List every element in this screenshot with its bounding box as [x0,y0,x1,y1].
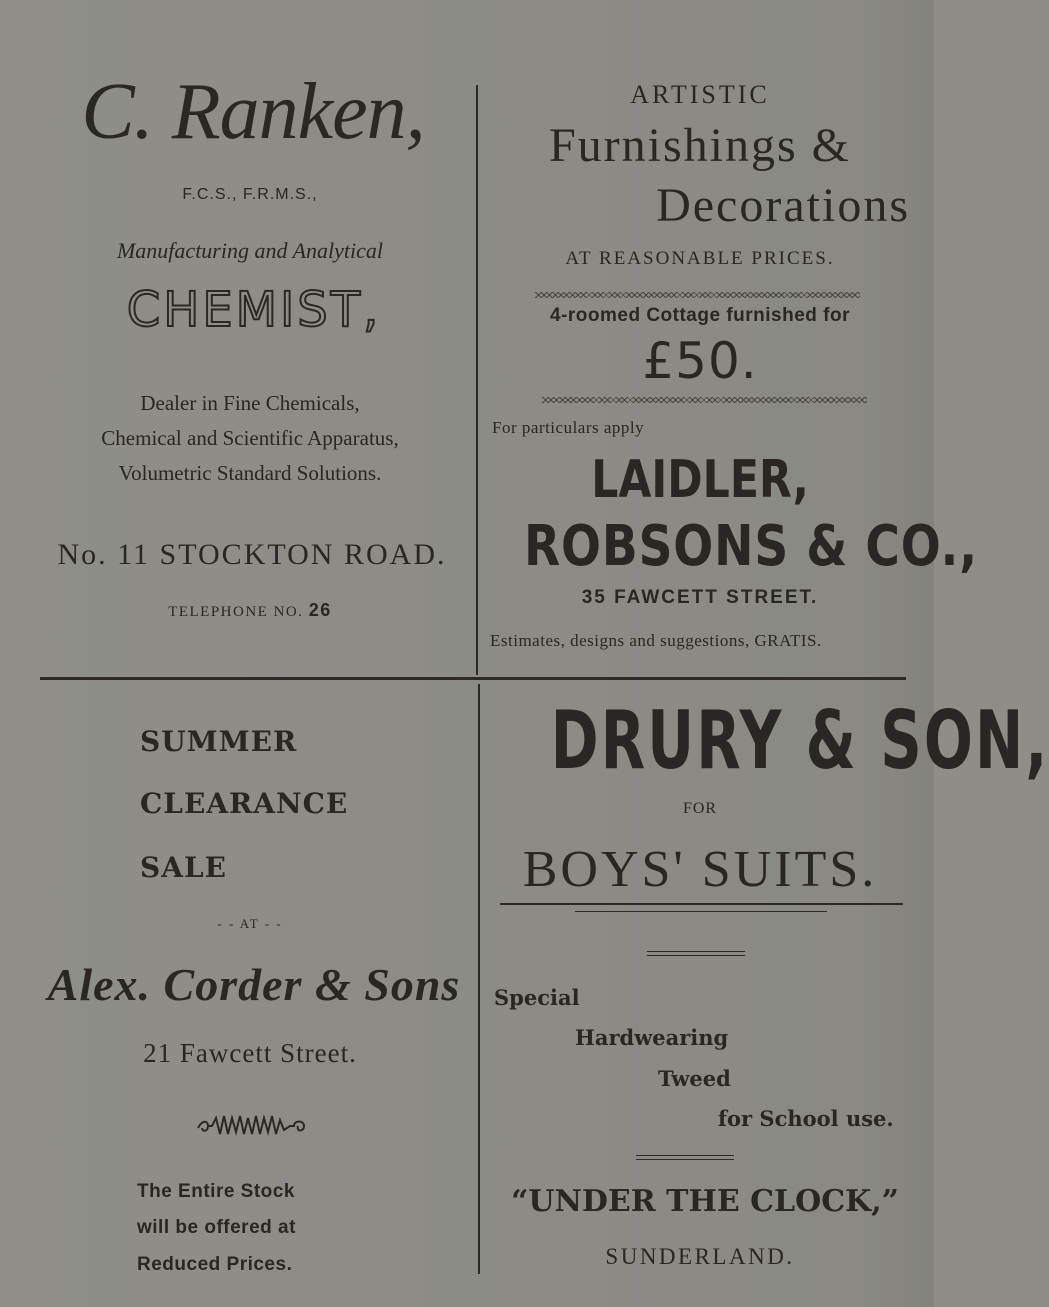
telephone-label: TELEPHONE NO. [168,604,304,620]
sale-line: SUMMER [140,725,298,758]
ranken-description [40,386,460,491]
ranken-telephone [40,600,460,621]
cottage-price: £50. [642,332,758,390]
ranken-profession: CHEMIST, [126,282,382,338]
sale-company: Alex. Corder & Sons [47,959,461,1010]
drury-for: FOR [682,800,718,817]
ranken-description-line: Dealer in Fine Chemicals, [140,391,360,415]
company-name-line1: LAIDLER, [591,450,809,510]
reasonable-prices: AT REASONABLE PRICES. [565,248,835,269]
rule [575,911,827,912]
row-divider [40,677,906,680]
under-the-clock: “UNDER THE CLOCK,” [511,1184,899,1219]
sunderland: SUNDERLAND. [605,1244,795,1269]
sale-at: - - AT - - [217,916,283,931]
furnishings-heading: Furnishings & [548,119,852,172]
ranken-name: C. Ranken, [81,68,425,156]
sale-line: CLEARANCE [140,787,349,820]
telephone-number: 26 [308,600,332,620]
ranken-address: No. 11 STOCKTON ROAD. [57,538,447,571]
rule [647,955,745,956]
rule [500,903,903,905]
special-line: for School use. [718,1106,894,1131]
flourish-ornament-icon [196,1112,312,1138]
cottage-offer: 4-roomed Cottage furnished for [549,305,850,326]
rule [636,1155,734,1156]
sale-address: 21 Fawcett Street. [143,1038,357,1068]
ranken-trade: Manufacturing and Analytical [116,238,383,263]
drury-name: DRURY & SON, [550,694,1049,787]
particulars-apply: For particulars apply [492,418,645,437]
stock-line: will be offered at [137,1217,296,1238]
estimates-note: Estimates, designs and suggestions, GRATIS. [490,631,822,650]
rule [636,1159,734,1160]
rule [647,951,745,952]
furnishings-artistic: ARTISTIC [630,80,770,109]
boys-suits: BOYS' SUITS. [522,841,878,898]
wavy-rule [535,292,860,298]
stock-line: Reduced Prices. [137,1254,293,1275]
company-name-line2: ROBSONS & CO., [524,514,978,579]
furnishings-address: 35 FAWCETT STREET. [581,587,819,608]
decorations-heading: Decorations [656,179,910,232]
special-line: Special [494,985,580,1010]
special-line: Tweed [658,1066,731,1091]
ranken-qualifications: F.C.S., F.R.M.S., [182,186,318,203]
wavy-rule [542,397,867,403]
ranken-description-line: Chemical and Scientific Apparatus, [101,426,399,450]
column-divider-top [476,85,478,675]
ranken-description-line: Volumetric Standard Solutions. [118,461,382,485]
column-divider-bottom [478,684,480,1274]
sale-line: SALE [140,851,227,884]
stock-line: The Entire Stock [137,1181,295,1202]
special-line: Hardwearing [575,1025,729,1050]
